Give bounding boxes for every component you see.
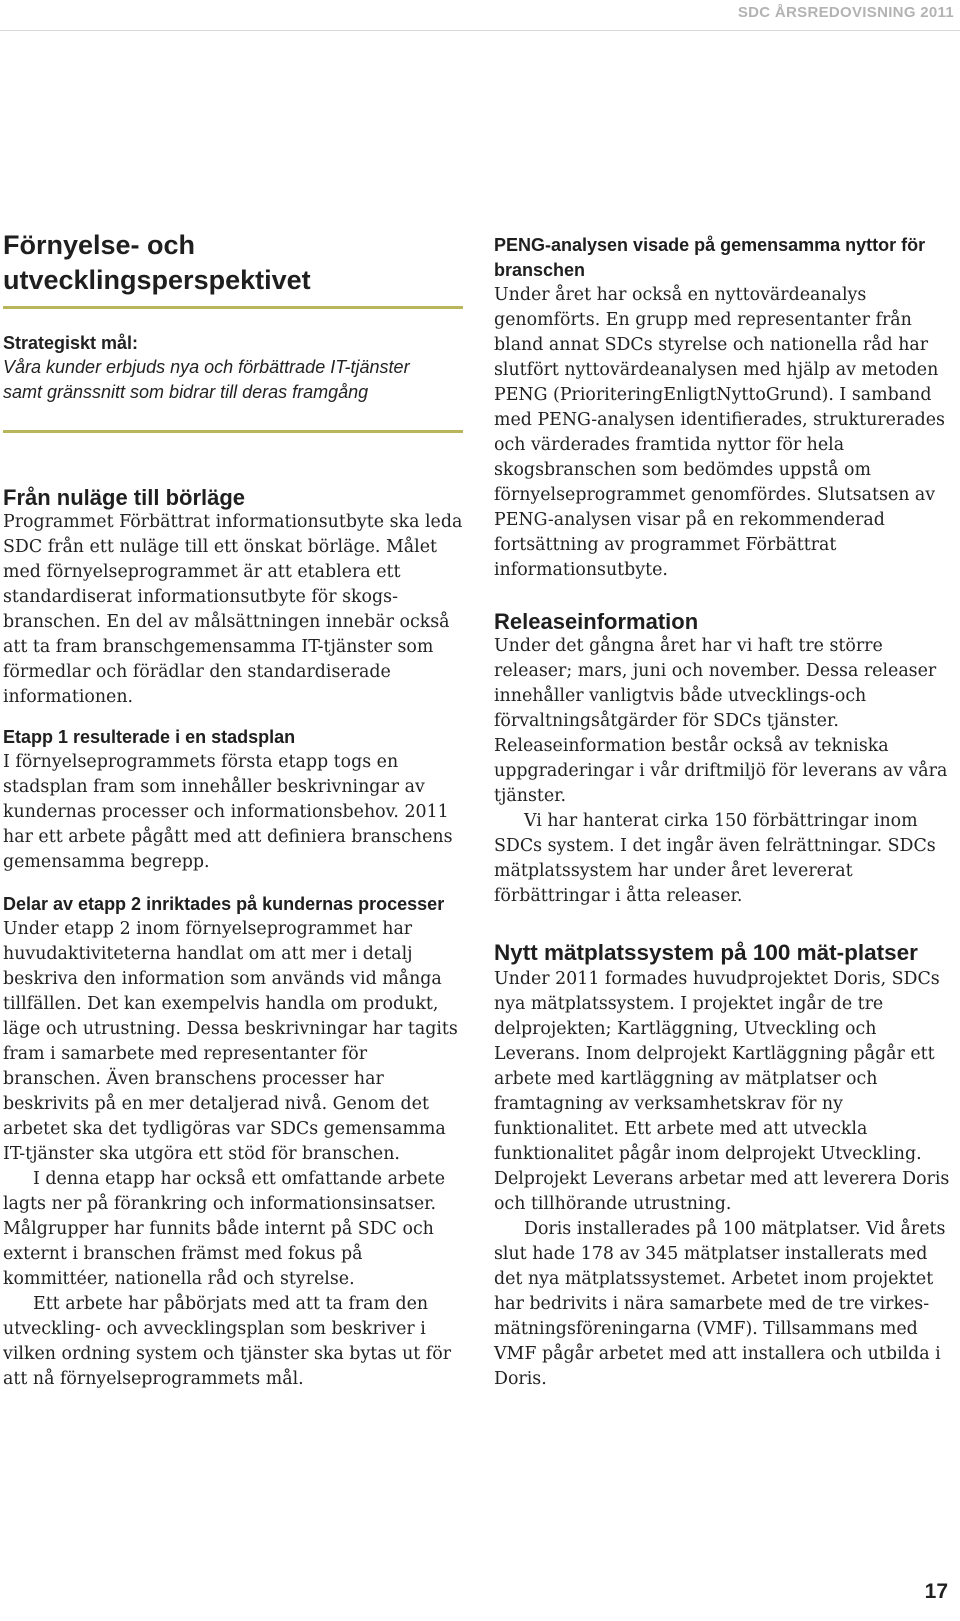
- strategic-goal-text: Våra kunder erbjuds nya och förbättrade IT-tjänster samt gränssnitt som bidrar till deras framgång: [3, 357, 410, 402]
- paragraph: Under 2011 formades huvudprojektet Doris, SDCs nya mätplatssystem. I projektet ingår de tre delprojekten; Kartläggning, Utveckling och Leverans. Inom delprojekt Kartläggning pågår ett arbete med kartläggning av mätplatser och framtagning av verksamhetskrav för ny funktionalitet. Ett arbete med att utveckla funktionalitet pågår inom delprojekt Utveckling. Delprojekt Leverans arbetar med att leverera Doris och tillhörande utrustning.: [494, 969, 950, 1214]
- section-heading-etapp2: Delar av etapp 2 inriktades på kundernas processer: [3, 894, 445, 914]
- paragraph: I förnyelseprogrammets första etapp togs en stadsplan fram som innehåller beskrivningar av kundernas processer och informationsbehov. 2011 har ett arbete pågått med att definiera branschens gemensamma begrepp.: [3, 752, 453, 872]
- divider-top: [3, 306, 463, 309]
- paragraph: Ett arbete har påbörjats med att ta fram den utveckling- och avvecklingsplan som beskriver i vilken ordning system och tjänster ska bytas ut för att nå förnyelseprogrammets mål.: [3, 1294, 452, 1389]
- page-number: 17: [924, 1580, 948, 1603]
- right-article: [494, 233, 954, 1392]
- paragraph: Under etapp 2 inom förnyelseprogrammet har huvudaktiviteterna handlat om att mer i detalj beskriva den information som används vid många tillfällen. Det kan exempelvis handla om produkt, läge och utrustning. Dessa beskrivningar har tagits fram i samarbete med representanter för branschen. Även branschens processer har beskrivits på en mer detaljerad nivå. Genom det arbetet ska det tydligöras var SDCs gemensamma IT-tjänster ska utgöra ett stöd för branschen.: [3, 919, 458, 1164]
- section-heading-release: Releaseinformation: [494, 609, 699, 634]
- page-header: [0, 0, 960, 31]
- section-heading-etapp1: Etapp 1 resulterade i en stadsplan: [3, 727, 296, 747]
- paragraph: Under det gångna året har vi haft tre större releaser; mars, juni och november. Dessa releaser innehåller vanligtvis både utvecklings-och förvaltningsåtgärder för SDCs tjänster. Releaseinformation består också av tekniska uppgraderingar i vår driftmiljö för leverans av våra tjänster.: [494, 636, 948, 806]
- paragraph: Doris installerades på 100 mätplatser. Vid årets slut hade 178 av 345 mätplatser installerats med det nya mätplatssystemet. Arbetet inom projektet har bedrivits i nära samarbete med de tre virkes-mätningsföreningarna (VMF). Tillsammans med VMF pågår arbetet med att installera och utbilda i Doris.: [494, 1219, 946, 1389]
- strategic-goal-heading: Strategiskt mål:: [3, 333, 139, 353]
- left-article: [3, 485, 463, 1392]
- paragraph: Vi har hanterat cirka 150 förbättringar inom SDCs system. I det ingår även felrättningar. SDCs mätplatssystem har under året levererat förbättringar i åtta releaser.: [494, 811, 936, 906]
- paragraph: I denna etapp har också ett omfattande arbete lagts ner på förankring och informationsinsatser. Målgrupper har funnits både internt på SDC och externt i branschen främst med fokus på kommittéer, nationella råd och styrelse.: [3, 1169, 445, 1289]
- section-heading-matplats: Nytt mätplatssystem på 100 mät-platser: [494, 940, 918, 965]
- section-heading-nulage: Från nuläge till börläge: [3, 485, 246, 510]
- page-title: Förnyelse- och utvecklingsperspektivet: [3, 230, 311, 295]
- section-heading-peng: PENG-analysen visade på gemensamma nyttor för branschen: [494, 235, 926, 280]
- paragraph: Programmet Förbättrat informationsutbyte ska leda SDC från ett nuläge till ett önskat börläge. Målet med förnyelseprogrammet är att etablera ett standardiserat informationsutbyte för skogs-branschen. En del av målsättningen innebär också att ta fram branschgemensamma IT-tjänster som förmedlar och förädlar den standardiserade informationen.: [3, 512, 463, 707]
- paragraph: Under året har också en nyttovärdeanalys genomförts. En grupp med representanter från bland annat SDCs styrelse och nationella råd har slutfört nyttovärdeanalysen med hjälp av metoden PENG (PrioriteringEnligtNyttoGrund). I samband med PENG-analysen identifierades, strukturerades och värderades framtida nyttor för hela skogsbranschen som bedömdes uppstå om förnyelseprogrammet genomfördes. Slutsatsen av PENG-analysen visar på en rekommenderad fortsättning av programmet Förbättrat informationsutbyte.: [494, 285, 945, 580]
- divider-bottom: [3, 430, 463, 433]
- report-title: SDC ÅRSREDOVISNING 2011: [737, 4, 954, 21]
